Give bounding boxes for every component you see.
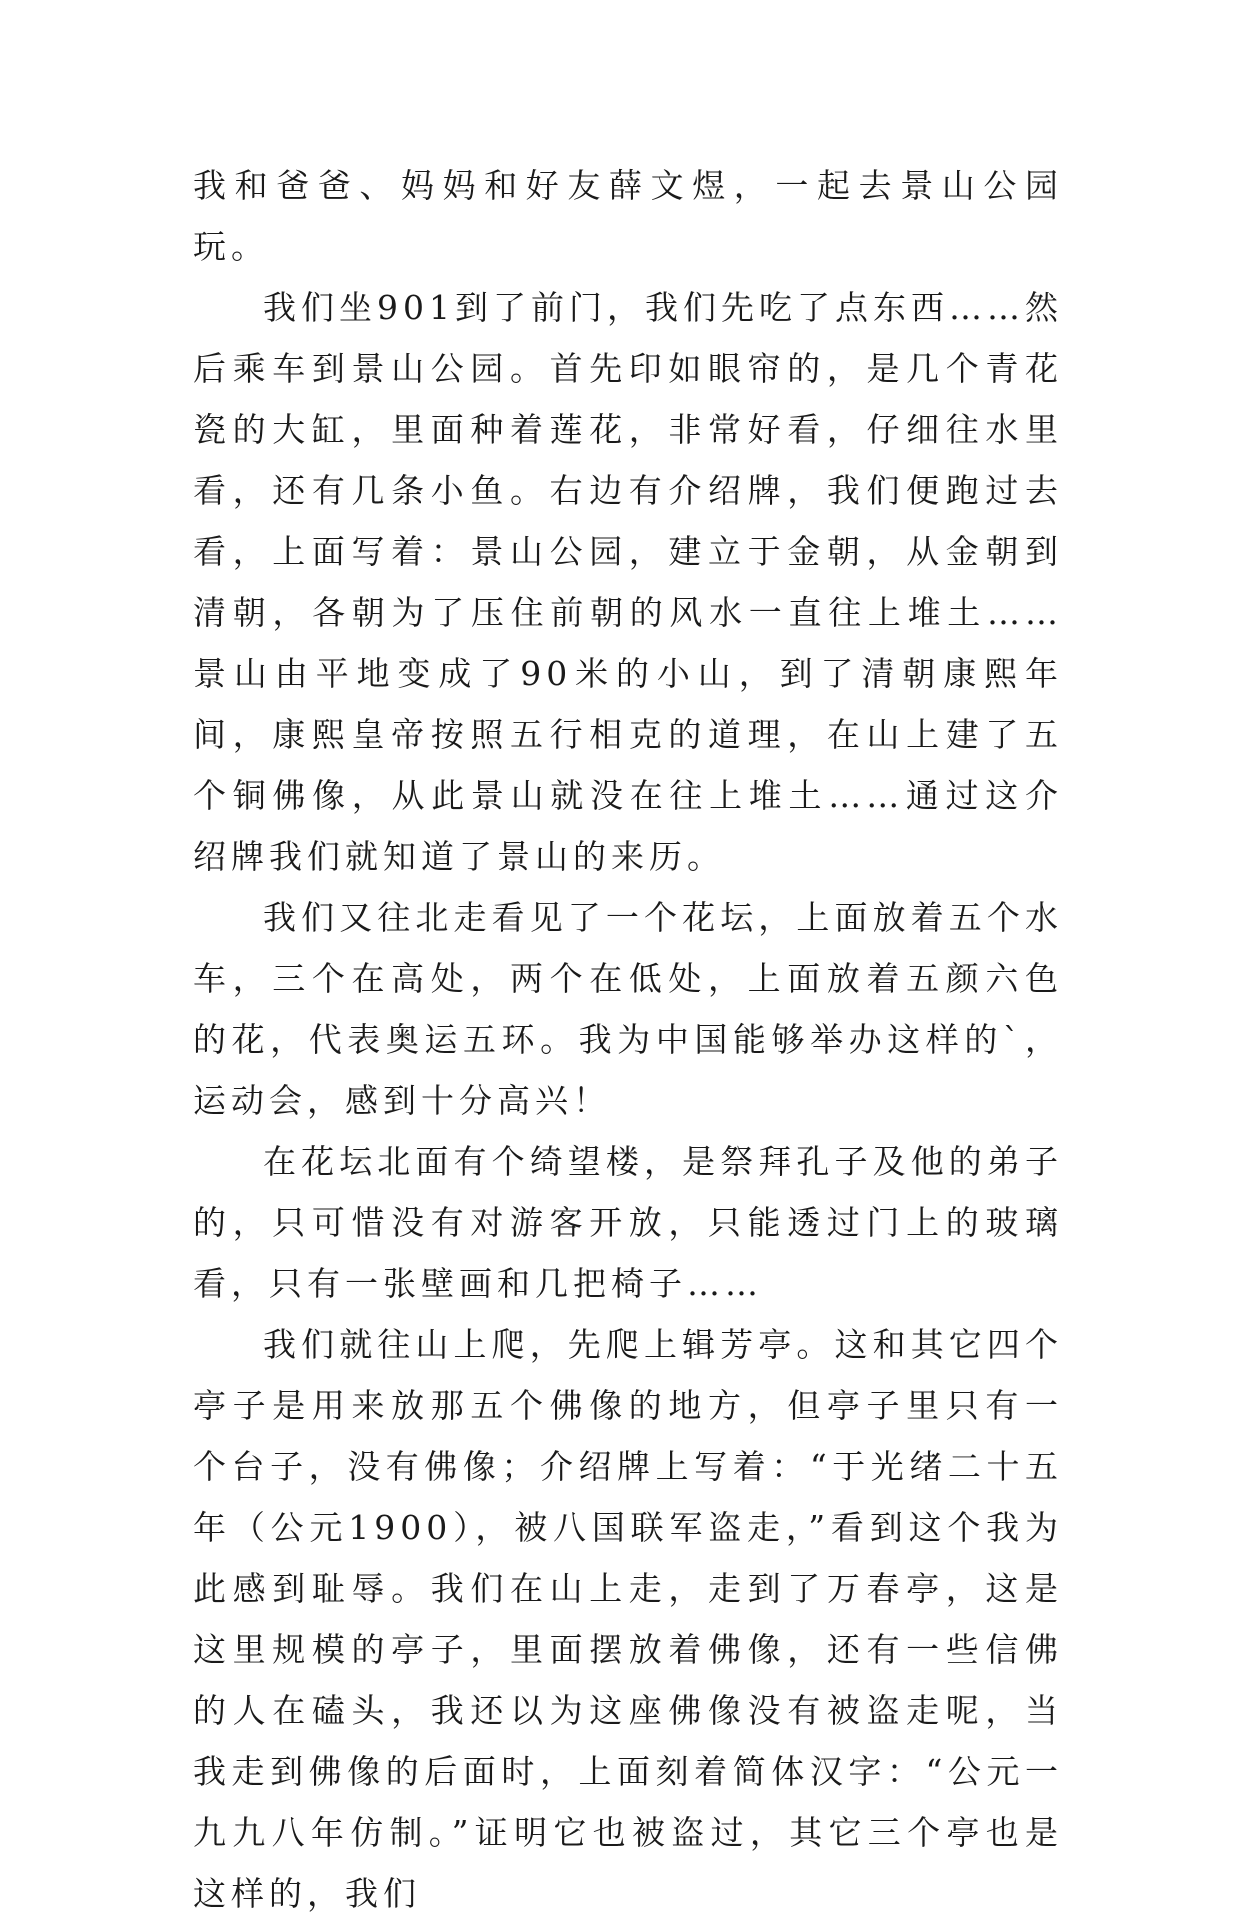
- paragraph-1: 我和爸爸、妈妈和好友薛文煜，一起去景山公园玩。: [193, 166, 1063, 266]
- paragraph-4: 在花坛北面有个绮望楼，是祭拜孔子及他的弟子的，只可惜没有对游客开放，只能透过门上的玻璃看，只有一张壁画和几把椅子……: [193, 1142, 1063, 1303]
- paragraph-5: 我们就往山上爬，先爬上辑芳亭。这和其它四个亭子是用来放那五个佛像的地方，但亭子里只有一个台子，没有佛像；介绍牌上写着：“于光绪二十五年（公元1900），被八国联军盗走，”看到这个我为此感到耻辱。我们在山上走，走到了万春亭，这是这里规模的亭子，里面摆放着佛像，还有一些信佛的人在磕头，我还以为这座佛像没有被盗走呢，当我走到佛像的后面时，上面刻着简体汉字：“公元一九九八年仿制。”证明它也被盗过，其它三个亭也是这样的，我们: [193, 1325, 1063, 1913]
- document-body: [193, 155, 1063, 1924]
- paragraph-2: 我们坐901到了前门，我们先吃了点东西……然后乘车到景山公园。首先印如眼帘的，是几个青花瓷的大缸，里面种着莲花，非常好看，仔细往水里看，还有几条小鱼。右边有介绍牌，我们便跑过去看，上面写着：景山公园，建立于金朝，从金朝到清朝，各朝为了压住前朝的风水一直往上堆土……景山由平地变成了90米的小山，到了清朝康熙年间，康熙皇帝按照五行相克的道理，在山上建了五个铜佛像，从此景山就没在往上堆土……通过这介绍牌我们就知道了景山的来历。: [193, 288, 1063, 876]
- paragraph-3: 我们又往北走看见了一个花坛，上面放着五个水车，三个在高处，两个在低处，上面放着五颜六色的花，代表奥运五环。我为中国能够举办这样的`，运动会，感到十分高兴！: [193, 898, 1063, 1120]
